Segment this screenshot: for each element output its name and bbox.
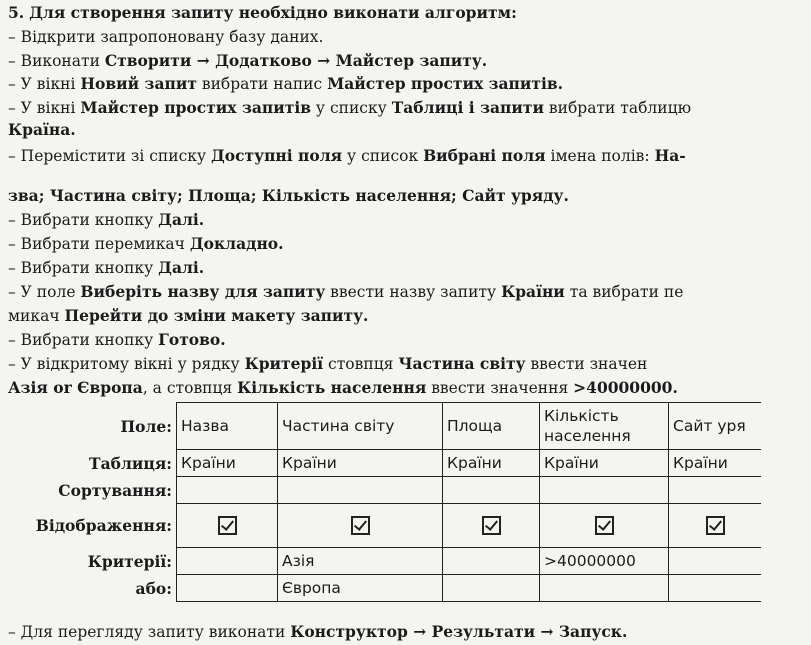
window-name: Майстер простих запитів: [80, 98, 311, 117]
show-cell: [669, 504, 762, 548]
field-name: На-: [654, 146, 686, 165]
line-text: імена полів:: [545, 147, 655, 165]
row-label-field: Поле:: [120, 416, 172, 436]
checked-checkbox-icon: [706, 516, 725, 535]
sort-cell: [177, 477, 278, 504]
line-text: ввести значення: [426, 379, 574, 397]
criteria-value: Азія or Європа: [8, 378, 143, 397]
table-cell: Країни: [669, 450, 762, 477]
list-name: Доступні поля: [211, 146, 343, 165]
step-line-run: [8, 622, 627, 642]
step-heading: [8, 3, 517, 23]
list-name: Вибрані поля: [423, 146, 546, 165]
checked-checkbox-icon: [218, 516, 237, 535]
checked-checkbox-icon: [351, 516, 370, 535]
criteria-value: >40000000.: [573, 378, 678, 397]
heading-text: Для створення запиту необхідно виконати алгоритм:: [29, 3, 517, 22]
step-line-modify-layout: [8, 306, 368, 326]
switch-name: Докладно.: [189, 234, 284, 253]
line-text: у списку: [310, 99, 392, 117]
field-label: Виберіть назву для запиту: [80, 282, 326, 301]
option-name: Майстер простих запитів.: [327, 74, 564, 93]
show-cell: [278, 504, 443, 548]
table-name: Країна.: [8, 120, 76, 139]
column-name: Частина світу: [398, 354, 526, 373]
step-line-wizard: [8, 98, 691, 118]
criteria-cell: [177, 548, 278, 575]
or-cell: [177, 575, 278, 602]
line-text: – Вибрати кнопку: [8, 259, 159, 277]
query-design-grid: [22, 402, 761, 602]
line-text: – У поле: [8, 283, 81, 301]
show-cell: [443, 504, 540, 548]
menu-path: Конструктор → Результати → Запуск.: [290, 622, 628, 641]
line-text: микач: [8, 307, 65, 325]
step-line-detailed: [8, 234, 284, 254]
line-text: – Виконати: [8, 52, 105, 70]
field-area-cell: Площа: [443, 403, 540, 450]
field-list: зва; Частина світу; Площа; Кількість населення; Сайт уряду.: [8, 186, 569, 205]
line-text: – Вибрати кнопку: [8, 331, 159, 349]
field-population-line2: населення: [544, 427, 631, 445]
step-line-query-name: [8, 282, 683, 302]
line-text: вибрати таблицю: [543, 99, 692, 117]
sort-cell: [669, 477, 762, 504]
step-line-finish: [8, 330, 226, 350]
step-line-create: [8, 51, 487, 71]
button-name: Далі.: [158, 210, 205, 229]
line-text: – Вибрати кнопку: [8, 211, 159, 229]
line-text: – Перемістити зі списку: [8, 147, 211, 165]
field-population-line1: Кількість: [544, 407, 619, 425]
step-line-new-query: [8, 74, 563, 94]
or-cell: [540, 575, 669, 602]
criteria-cell: Азія: [278, 548, 443, 575]
field-population-cell: [540, 403, 669, 450]
step-line-field-list: [8, 186, 569, 206]
field-site-cell: Сайт уря: [669, 403, 762, 450]
or-cell: [669, 575, 762, 602]
line-text: у список: [342, 147, 424, 165]
step-line-next-1: [8, 210, 204, 230]
field-region-cell: Частина світу: [278, 403, 443, 450]
row-label-sort: Сортування:: [58, 480, 172, 500]
row-label-show: Відображення:: [35, 516, 172, 535]
menu-path: Створити → Додатково → Майстер запиту.: [104, 51, 488, 70]
row-name: Критерії: [244, 354, 324, 373]
table-cell: Країни: [540, 450, 669, 477]
field-name-cell: Назва: [177, 403, 278, 450]
step-line-move-fields: [8, 146, 686, 166]
column-name: Кількість населення: [237, 378, 427, 397]
table-cell: Країни: [177, 450, 278, 477]
show-cell: [540, 504, 669, 548]
step-number: 5.: [8, 3, 25, 22]
step-line-criteria-values: [8, 378, 678, 398]
line-text: , а стовпця: [142, 379, 238, 397]
grid-row-sort: [22, 477, 761, 504]
line-text: – У вікні: [8, 99, 81, 117]
step-line-criteria: [8, 354, 647, 374]
line-text: та вибрати пе: [564, 283, 684, 301]
line-text: ввести значен: [525, 355, 648, 373]
criteria-cell: [443, 548, 540, 575]
grid-row-criteria: [22, 548, 761, 575]
line-text: – Для перегляду запиту виконати: [8, 623, 291, 641]
step-line-next-2: [8, 258, 204, 278]
grid-row-show: [22, 504, 761, 548]
line-text: – Відкрити запропоновану базу даних.: [8, 28, 324, 46]
sort-cell: [540, 477, 669, 504]
grid-row-field: [22, 403, 761, 450]
checked-checkbox-icon: [595, 516, 614, 535]
table-cell: Країни: [443, 450, 540, 477]
line-text: стовпця: [323, 355, 399, 373]
line-text: ввести назву запиту: [325, 283, 502, 301]
criteria-cell: >40000000: [540, 548, 669, 575]
step-line-open-db: [8, 27, 323, 47]
button-name: Готово.: [158, 330, 226, 349]
show-cell: [177, 504, 278, 548]
option-name: Перейти до зміни макету запиту.: [64, 306, 369, 325]
grid-row-table: [22, 450, 761, 477]
row-label-criteria: Критерії:: [87, 551, 172, 571]
sort-cell: [443, 477, 540, 504]
line-text: – Вибрати перемикач: [8, 235, 190, 253]
row-label-table: Таблиця:: [89, 453, 172, 473]
list-name: Таблиці і запити: [391, 98, 544, 117]
line-text: вибрати напис: [196, 75, 328, 93]
criteria-cell: [669, 548, 762, 575]
step-line-table-name: [8, 120, 76, 140]
line-text: – У відкритому вікні у рядку: [8, 355, 245, 373]
window-name: Новий запит: [80, 74, 197, 93]
button-name: Далі.: [158, 258, 205, 277]
grid-row-or: [22, 575, 761, 602]
row-label-or: або:: [135, 578, 172, 598]
checked-checkbox-icon: [482, 516, 501, 535]
line-text: – У вікні: [8, 75, 81, 93]
sort-cell: [278, 477, 443, 504]
or-cell: [443, 575, 540, 602]
query-name: Країни: [501, 282, 565, 301]
or-cell: Європа: [278, 575, 443, 602]
table-cell: Країни: [278, 450, 443, 477]
